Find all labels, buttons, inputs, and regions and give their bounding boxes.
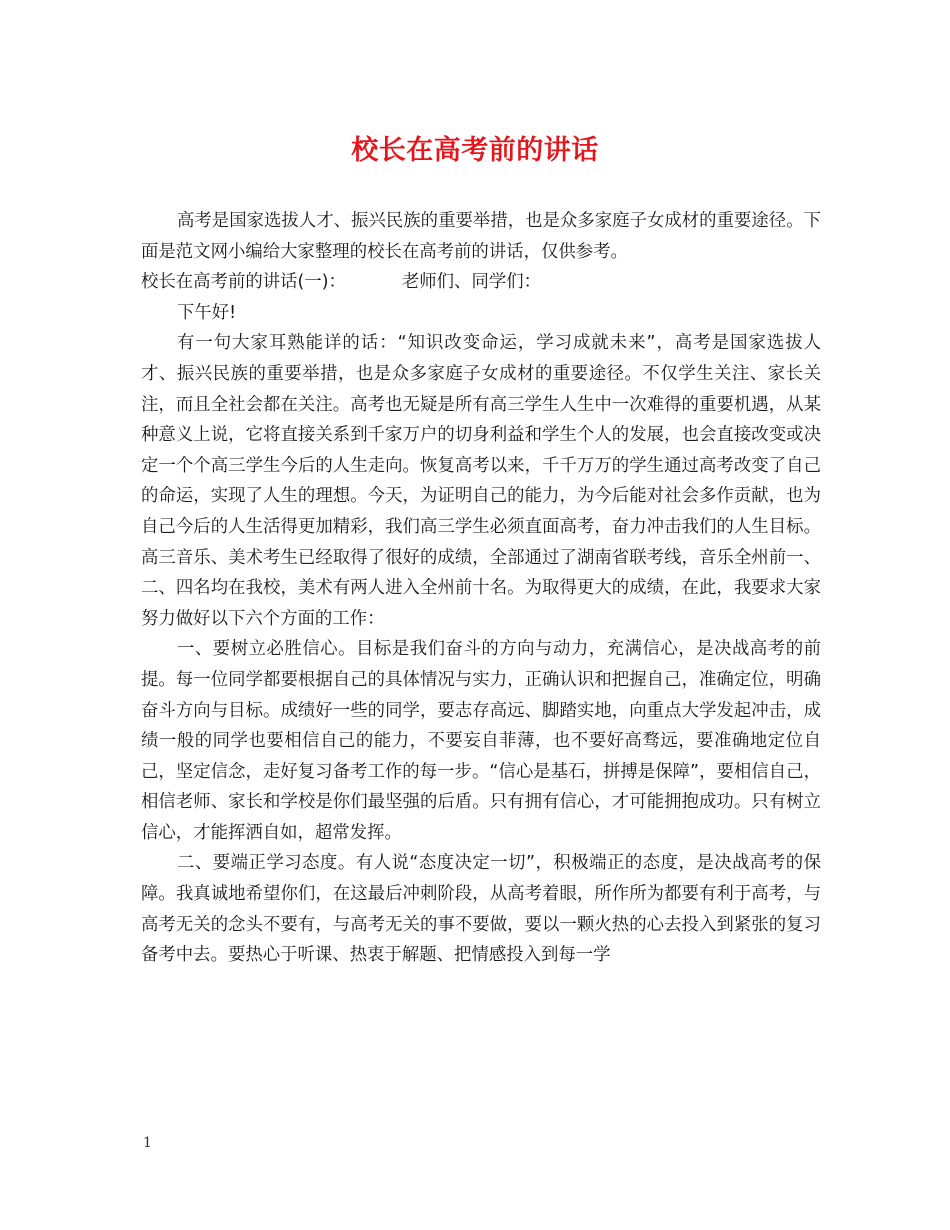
page-number: 1 <box>143 1135 152 1151</box>
document-body <box>141 206 821 971</box>
speech-heading: 校长在高考前的讲话(一)： <box>141 272 346 293</box>
salutation: 老师们、同学们： <box>401 272 542 293</box>
intro-paragraph: 高考是国家选拔人才、振兴民族的重要举措，也是众多家庭子女成材的重要途径。下面是范文网小编给大家整理的校长在高考前的讲话，仅供参考。 <box>141 211 821 262</box>
document-title: 校长在高考前的讲话 <box>351 135 599 166</box>
paragraph-confidence: 一、要树立必胜信心。目标是我们奋斗的方向与动力，充满信心，是决战高考的前提。每一位同学都要根据自己的具体情况与实力，正确认识和把握自己，准确定位，明确奋斗方向与目标。成绩好一些的同学，要志存高远、脚踏实地，向重点大学发起冲击，成绩一般的同学也要相信自己的能力，不要妄自菲薄，也不要好高骛远，要准确地定位自己，坚定信念，走好复习备考工作的每一步。“信心是基石，拼搏是保障”，要相信自己，相信老师、家长和学校是你们最坚强的后盾。只有拥有信心，才可能拥抱成功。只有树立信心，才能挥洒自如，超常发挥。 <box>141 639 821 843</box>
paragraph-motto: 有一句大家耳熟能详的话：“知识改变命运，学习成就未来”，高考是国家选拔人才、振兴民族的重要举措，也是众多家庭子女成材的重要途径。不仅学生关注、家长关注，而且全社会都在关注。高考也无疑是所有高三学生人生中一次难得的重要机遇，从某种意义上说，它将直接关系到千家万户的切身利益和学生个人的发展，也会直接改变或决定一个个高三学生今后的人生走向。恢复高考以来，千千万万的学生通过高考改变了自己的命运，实现了人生的理想。今天，为证明自己的能力，为今后能对社会多作贡献，也为自己今后的人生活得更加精彩，我们高三学生必须直面高考，奋力冲击我们的人生目标。高三音乐、美术考生已经取得了很好的成绩，全部通过了湖南省联考线，音乐全州前一、二、四名均在我校，美术有两人进入全州前十名。为取得更大的成绩，在此，我要求大家努力做好以下六个方面的工作： <box>141 333 821 629</box>
speech-heading-line <box>141 267 821 298</box>
paragraph-attitude: 二、要端正学习态度。有人说“态度决定一切”，积极端正的态度，是决战高考的保障。我真诚地希望你们，在这最后冲刺阶段，从高考着眼，所作所为都要有利于高考，与高考无关的念头不要有，与高考无关的事不要做，要以一颗火热的心去投入到紧张的复习备考中去。要热心于听课、热衷于解题、把情感投入到每一学 <box>141 853 821 966</box>
greeting: 下午好! <box>177 302 237 323</box>
